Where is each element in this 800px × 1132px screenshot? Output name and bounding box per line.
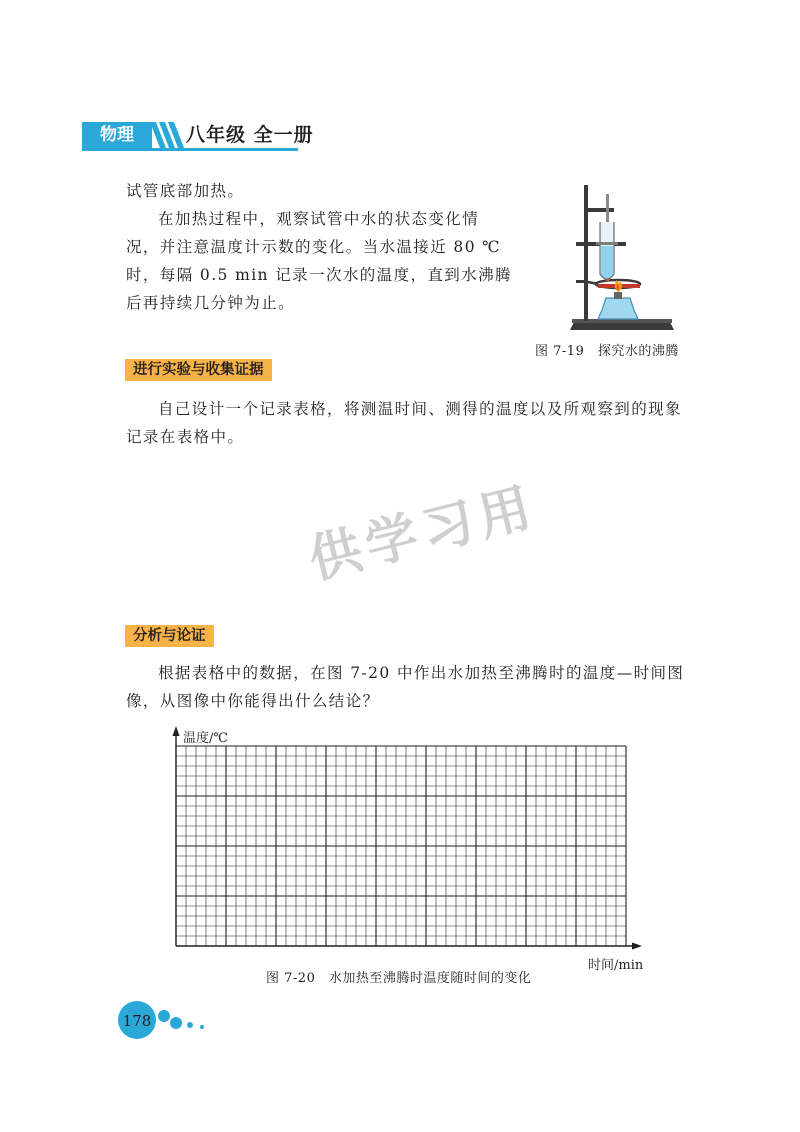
intro-line-5: 后再持续几分钟为止。 — [126, 294, 296, 312]
subject-badge: 物理 — [82, 122, 152, 148]
analysis-line-1: 根据表格中的数据，在图 7-20 中作出水加热至沸腾时的温度—时间图 — [158, 664, 685, 682]
section-label-experiment: 进行实验与收集证据 — [125, 359, 272, 381]
figure-7-19-caption: 图 7-19 探究水的沸腾 — [535, 344, 679, 359]
header-underline — [82, 148, 298, 151]
analysis-line-2: 像，从图像中你能得出什么结论？ — [126, 692, 380, 710]
intro-line-2: 在加热过程中，观察试管中水的状态变化情 — [158, 210, 480, 228]
temperature-time-grid — [168, 724, 648, 960]
y-axis-arrow-icon — [173, 726, 180, 736]
x-axis-arrow-icon — [632, 943, 642, 950]
experiment-line-2: 记录在表格中。 — [126, 428, 245, 446]
page-number: 178 — [122, 1012, 152, 1030]
experiment-line-1: 自己设计一个记录表格，将测温时间、测得的温度以及所观察到的现象 — [158, 400, 682, 418]
boiling-apparatus-illustration — [560, 180, 680, 335]
intro-line-1: 试管底部加热。 — [126, 182, 245, 200]
figure-7-20-caption: 图 7-20 水加热至沸腾时温度随时间的变化 — [266, 971, 532, 986]
intro-line-4: 时，每隔 0.5 min 记录一次水的温度，直到水沸腾 — [126, 266, 512, 284]
watermark-text: 供学习用 — [302, 475, 543, 591]
intro-line-3: 况，并注意温度计示数的变化。当水温接近 80 ℃ — [126, 238, 502, 256]
x-axis-label: 时间/min — [588, 958, 644, 973]
y-axis-label: 温度/℃ — [183, 731, 228, 746]
header-slashes-decoration — [148, 122, 188, 148]
grade-volume-title: 八年级 全一册 — [186, 124, 314, 146]
section-label-analysis: 分析与论证 — [125, 625, 214, 647]
